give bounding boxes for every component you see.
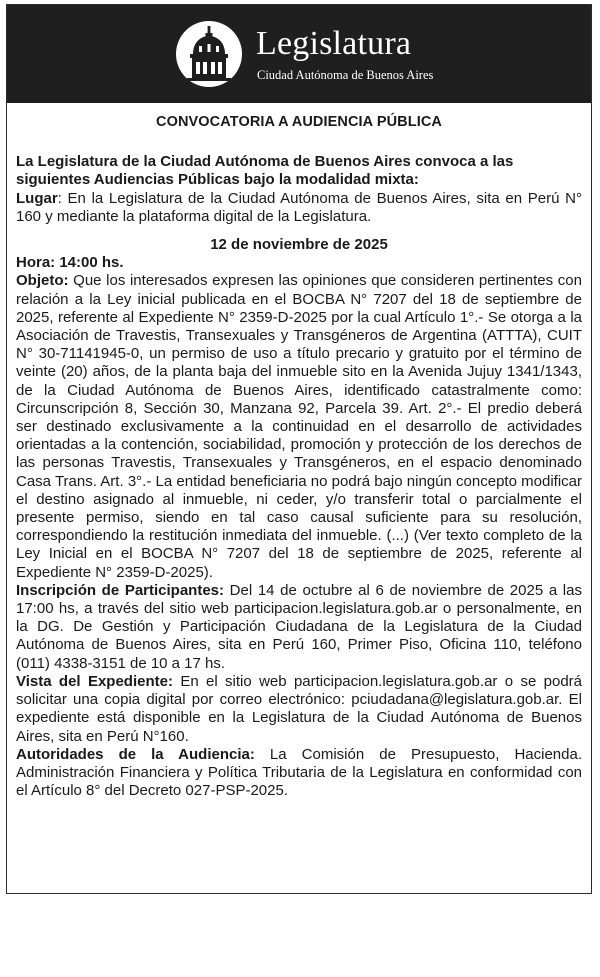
notice-title: CONVOCATORIA A AUDIENCIA PÚBLICA <box>156 114 442 130</box>
vista-text: En el sitio web participacion.legislatura.gob.ar o se podrá solicitar una copia digital por correo electrónico: pciudadana@legislatura.gob.ar. El expediente está disponible en la Legislatura de la Ciudad Autónoma de Buenos Aires, sita en Perú N°160. <box>16 672 583 745</box>
inscripcion-label: Inscripción de Participantes: <box>16 581 225 599</box>
autoridades-paragraph <box>16 746 582 801</box>
header-banner <box>7 5 591 103</box>
lugar-text: : En la Legislatura de la Ciudad Autónoma de Buenos Aires, sita en Perú N° 160 y mediante la plataforma digital de la Legislatura. <box>16 189 582 225</box>
inscripcion-text: Del 14 de octubre al 6 de noviembre de 2025 a las 17:00 hs, a través del sitio web participacion.legislatura.gob.ar o personalmente, en la DG. De Gestión y Participación Ciudadana de la Legislatura de la Ciudad Autónoma de Buenos Aires, sita en Perú 160, Primer Piso, Oficina 110, teléfono (011) 4338-3151 de 10 a 17 hs. <box>16 581 582 672</box>
brand-name: Legislatura <box>256 25 412 62</box>
vista-paragraph <box>16 673 582 746</box>
autoridades-text: La Comisión de Presupuesto, Hacienda. Administración Financiera y Política Tributaria de la Legislatura en conformidad con el Artículo 8° del Decreto 027-PSP-2025. <box>16 745 582 800</box>
objeto-paragraph <box>16 272 582 581</box>
objeto-text: Que los interesados expresen las opiniones que consideren pertinentes con relación a la Ley inicial publicada en el BOCBA N° 7207 del 18 de septiembre de 2025, referente al Expediente N° 2359-D-2025 por la cual Artículo 1°.- Se otorga a la Asociación de Travestis, Transexuales y Transgéneros de Argentina (ATTTA), CUIT N° 30-71141945-0, un permiso de uso a título precario y gratuito por el término de veinte (20) años, de la planta baja del inmueble sito en la Avenida Jujuy 1341/1343, de la Ciudad Autónoma de Buenos Aires, identificado catastralmente como: Circunscripción 8, Sección 30, Manzana 92, Parcela 39. Art. 2°.- El predio deberá ser destinado exclusivamente a la continuidad en el desarrollo de actividades orientadas a la contención, sociabilidad, promoción y protección de los derechos de las personas Travestis, Transexuales y Transgéneros, en el espacio denominado Casa Trans. Art. 3°.- La entidad beneficiaria no podrá bajo ningún concepto modificar el destino asignado al inmueble, ni ceder, y/o transferir total o parcialmente el presente permiso, siendo en tal caso causal suficiente para su resolución, correspondiendo la restitución inmediata del inmueble. (...) (Ver texto completo de la Ley Inicial en el BOCBA N° 7207 del 18 de septiembre de 2025, referente al Expediente N° 2359-D-2025). <box>16 272 582 581</box>
lugar-paragraph <box>16 190 582 226</box>
notice-frame <box>6 4 592 894</box>
notice-intro: La Legislatura de la Ciudad Autónoma de Buenos Aires convoca a las siguientes Audiencias Públicas bajo la modalidad mixta: <box>16 153 514 189</box>
vista-label: Vista del Expediente: <box>16 672 173 690</box>
objeto-label: Objeto: <box>16 272 69 290</box>
legislature-dome-icon <box>175 20 243 88</box>
lugar-label: Lugar <box>16 189 58 207</box>
brand-subtitle: Ciudad Autónoma de Buenos Aires <box>257 68 434 82</box>
inscripcion-paragraph <box>16 582 582 673</box>
hearing-date: 12 de noviembre de 2025 <box>210 236 388 254</box>
notice-body <box>16 113 582 800</box>
autoridades-label: Autoridades de la Audiencia: <box>16 745 255 763</box>
hearing-hour: Hora: 14:00 hs. <box>16 254 124 272</box>
